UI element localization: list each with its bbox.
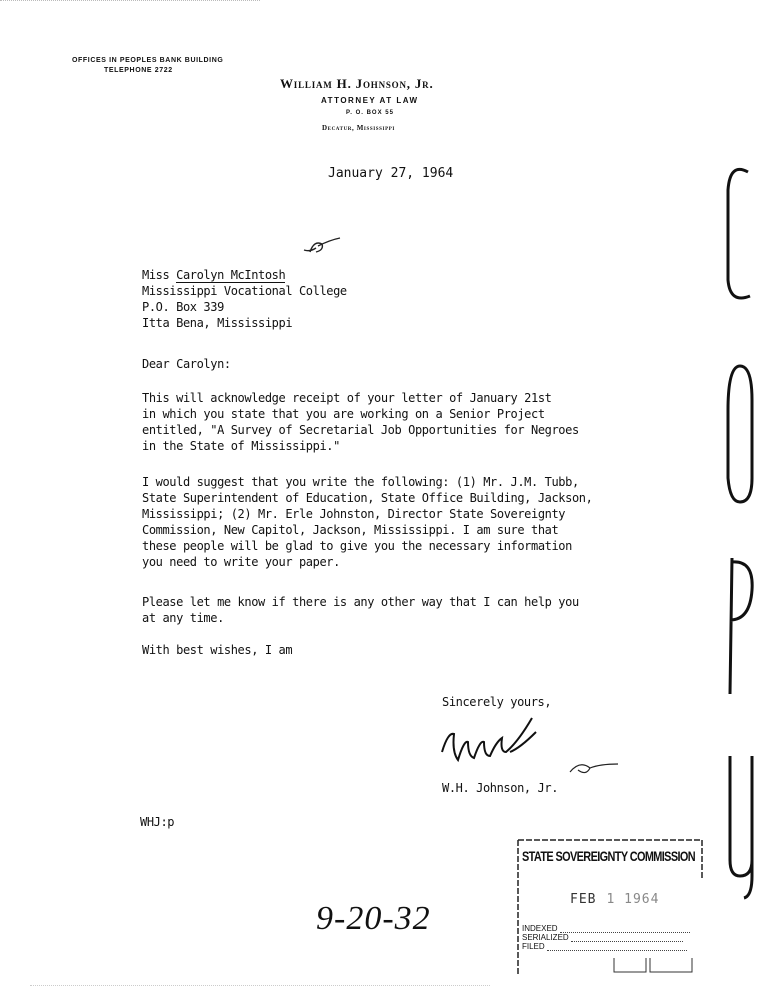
handwritten-file-number: 9-20-32 (316, 900, 431, 937)
recipient-prefix: Miss (142, 268, 177, 282)
stamp-date (570, 892, 659, 907)
office-telephone: TELEPHONE 2722 (104, 67, 173, 74)
stamp-filed: FILED (522, 942, 545, 951)
closing: With best wishes, I am (142, 643, 293, 657)
recipient-po-box: P.O. Box 339 (142, 300, 224, 314)
paragraph-line: This will acknowledge receipt of your letter of January 21st (142, 391, 552, 405)
stamp-date-month: FEB (570, 892, 597, 907)
signer-name: W.H. Johnson, Jr. (442, 781, 559, 795)
recipient-address (142, 267, 347, 331)
paragraph-line: I would suggest that you write the following: (1) Mr. J.M. Tubb, (142, 475, 579, 489)
letter-date: January 27, 1964 (328, 166, 454, 181)
sign-off: Sincerely yours, (442, 695, 552, 709)
paragraph-line: State Superintendent of Education, State Office Building, Jackson, (142, 491, 593, 505)
stamp-indexed: INDEXED (522, 924, 558, 933)
top-dotted-edge (0, 0, 260, 1)
stamp-serialized-line (522, 933, 690, 942)
letterhead-name: William H. Johnson, Jr. (280, 76, 434, 91)
stamp-title: STATE SOVEREIGNTY COMMISSION (522, 848, 696, 864)
letterhead-po-box: P. O. BOX 55 (346, 110, 394, 116)
stamp-serialized: SERIALIZED (522, 933, 569, 942)
paragraph-line: these people will be glad to give you the necessary information (142, 539, 572, 553)
typist-initials: WHJ:p (140, 815, 175, 829)
recipient-line1 (142, 267, 347, 283)
stamp-status-lines (522, 924, 690, 951)
paragraph-line: Mississippi; (2) Mr. Erle Johnston, Director State Sovereignty (142, 507, 566, 521)
salutation: Dear Carolyn: (142, 357, 231, 371)
letterhead-title: ATTORNEY AT LAW (321, 96, 419, 105)
letterhead-city: Decatur, Mississippi (322, 124, 395, 132)
paragraph-line: in which you state that you are working on a Senior Project (142, 407, 545, 421)
office-address: OFFICES IN PEOPLES BANK BUILDING (72, 57, 224, 64)
paragraph-line: you need to write your paper. (142, 555, 340, 569)
pen-mark-icon (300, 230, 350, 260)
recipient-city: Itta Bena, Mississippi (142, 316, 293, 330)
paragraph-line: Please let me know if there is any other way that I can help you (142, 595, 579, 609)
recipient-name: Carolyn McIntosh (176, 268, 286, 282)
handwritten-signature (440, 712, 620, 782)
recipient-institution: Mississippi Vocational College (142, 284, 347, 298)
letterhead-office-info (72, 56, 223, 76)
paragraph-line: entitled, "A Survey of Secretarial Job Opportunities for Negroes (142, 423, 579, 437)
bottom-dotted-edge (30, 985, 490, 986)
paragraph-line: Commission, New Capitol, Jackson, Mississippi. I am sure that (142, 523, 559, 537)
paragraph-line: at any time. (142, 611, 224, 625)
stamp-date-day-year: 1 1964 (606, 892, 660, 907)
copy-margin-lettering (700, 160, 760, 900)
stamp-indexed-line (522, 924, 690, 933)
sovereignty-commission-stamp (514, 838, 704, 978)
paragraph-3 (142, 594, 642, 626)
paragraph-2 (142, 474, 642, 570)
stamp-filed-dots (547, 950, 687, 951)
paragraph-line: in the State of Mississippi." (142, 439, 340, 453)
stamp-filed-line (522, 942, 690, 951)
paragraph-1 (142, 390, 642, 454)
